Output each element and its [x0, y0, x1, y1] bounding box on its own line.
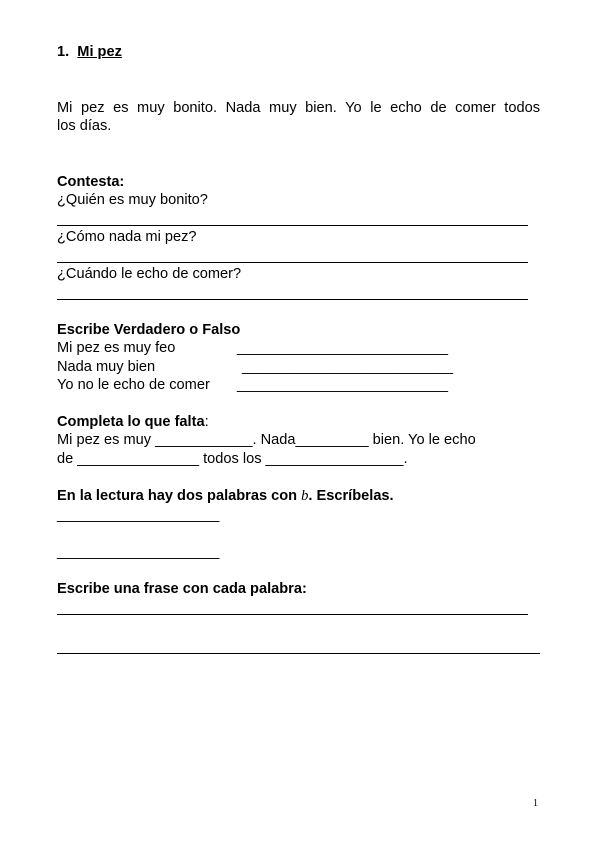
palabra-blank-2[interactable]: ____________________ — [57, 544, 220, 560]
palabras-heading-letter: b — [301, 488, 309, 504]
answer-line-2[interactable] — [57, 262, 528, 263]
true-false-blank-1[interactable]: __________________________ — [237, 340, 449, 356]
answer-line-1[interactable] — [57, 225, 528, 226]
completa-line-1[interactable]: Mi pez es muy ____________. Nada_________ bien. Yo le echo — [57, 432, 476, 448]
true-false-statement-3: Yo no le echo de comer — [57, 377, 210, 393]
palabras-heading-part1: En la lectura hay dos palabras con — [57, 488, 302, 504]
reading-line-2: los días. — [57, 118, 112, 134]
true-false-blank-2[interactable]: __________________________ — [242, 359, 454, 375]
completa-heading-colon: : — [204, 414, 209, 430]
palabras-heading — [57, 488, 394, 505]
palabra-blank-1[interactable]: ____________________ — [57, 507, 220, 523]
true-false-statement-1: Mi pez es muy feo — [57, 340, 176, 356]
completa-line-2[interactable]: de _______________ todos los _________________. — [57, 451, 408, 467]
completa-heading — [57, 414, 209, 431]
question-2: ¿Cómo nada mi pez? — [57, 229, 197, 245]
palabras-heading-part2: . Escríbelas. — [308, 488, 394, 504]
frase-line-1[interactable] — [57, 614, 528, 615]
question-1: ¿Quién es muy bonito? — [57, 192, 208, 208]
frase-heading: Escribe una frase con cada palabra: — [57, 581, 307, 597]
contesta-heading: Contesta: — [57, 174, 125, 190]
answer-line-3[interactable] — [57, 299, 528, 300]
true-false-heading: Escribe Verdadero o Falso — [57, 322, 241, 338]
title-number: 1. — [57, 44, 70, 60]
completa-heading-text: Completa lo que falta — [57, 414, 205, 430]
reading-line-1: Mi pez es muy bonito. Nada muy bien. Yo le echo de comer todos — [57, 100, 540, 116]
true-false-statement-2: Nada muy bien — [57, 359, 156, 375]
frase-line-2[interactable] — [57, 653, 540, 654]
title-text: Mi pez — [77, 44, 122, 60]
page-title — [57, 44, 122, 61]
page-number: 1 — [533, 798, 538, 809]
true-false-blank-3[interactable]: __________________________ — [237, 377, 449, 393]
question-3: ¿Cuándo le echo de comer? — [57, 266, 242, 282]
